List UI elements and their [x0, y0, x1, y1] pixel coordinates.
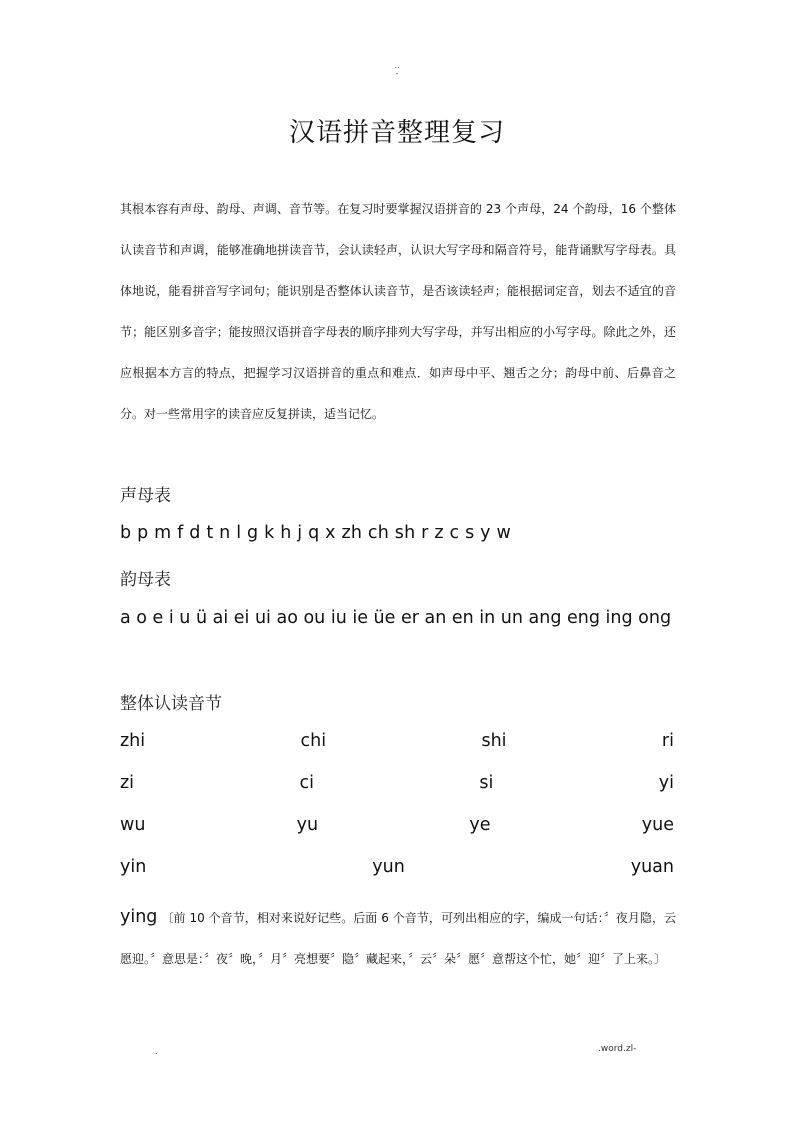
- syllable: yi: [658, 773, 674, 793]
- syllable: ye: [469, 815, 491, 835]
- syllable: zi: [120, 773, 135, 793]
- shengmu-heading: 声母表: [120, 486, 171, 506]
- syllable: zhi: [120, 731, 146, 751]
- yunmu-heading: 韵母表: [120, 570, 171, 590]
- syllable-row-2: [120, 773, 674, 793]
- syllable: chi: [300, 731, 327, 751]
- zhengti-heading: 整体认读音节: [120, 694, 222, 714]
- page-title: 汉语拼音整理复习: [288, 118, 505, 148]
- shengmu-letters: b p m f d t n l g k h j q x zh ch sh r z c s y w: [120, 523, 511, 543]
- note-text: 〔前 10 个音节，相对来说好记些。后面 6 个音节，可列出相应的字，编成一句话：〞夜月隐，云愿迎。〞意思是：〞夜〞晚，〞月〞亮想要〞隐〞藏起来，〞云〞朵〞愿〞意帮这个忙，她〞迎〞了上来。〕: [120, 911, 676, 966]
- footer-left: .: [155, 1047, 158, 1056]
- syllable: ci: [299, 773, 314, 793]
- last-syllable: ying: [120, 907, 158, 927]
- intro-paragraph: 其根本容有声母、韵母、声调、音节等。在复习时要掌握汉语拼音的 23 个声母，24 个韵母，16 个整体认读音节和声调，能够准确地拼读音节，会认读轻声，认识大写字母和隔音符号，能背诵默写字母表。具体地说，能看拼音写字词句；能识别是否整体认读音节，是否该读轻声；能根据词定音，划去不适宜的音节；能区别多音字；能按照汉语拼音字母表的顺序排列大写字母，并写出相应的小写字母。除此之外，还应根据本方言的特点，把握学习汉语拼音的重点和难点．如声母中平、翘舌之分；韵母中前、后鼻音之分。对一些常用字的读音应反复拼读，适当记忆。: [120, 202, 676, 421]
- syllable-row-4: [120, 857, 674, 877]
- syllable-row-3: [120, 815, 674, 835]
- header-mark: .. -: [394, 61, 400, 78]
- footer-right: .word.zl-: [598, 1044, 637, 1054]
- zhengti-note: [120, 897, 676, 980]
- syllable-row-1: [120, 731, 674, 751]
- syllable: si: [479, 773, 494, 793]
- syllable: wu: [120, 815, 146, 835]
- syllable: yun: [372, 857, 405, 877]
- syllable: yuan: [630, 857, 674, 877]
- syllable: yue: [641, 815, 674, 835]
- syllable: yu: [296, 815, 319, 835]
- syllable: shi: [481, 731, 507, 751]
- syllable: ri: [661, 731, 674, 751]
- yunmu-letters: a o e i u ü ai ei ui ao ou iu ie üe er an en in un ang eng ing ong: [120, 608, 672, 628]
- syllable: yin: [120, 857, 147, 877]
